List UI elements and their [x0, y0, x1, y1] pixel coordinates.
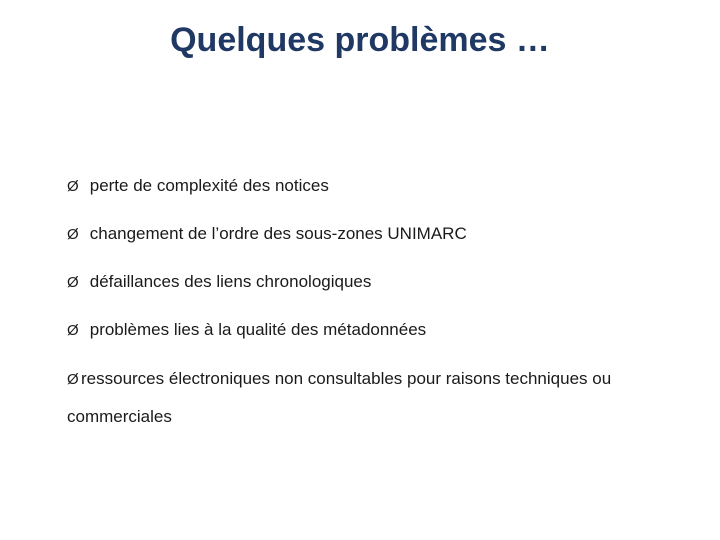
- bullet-text: défaillances des liens chronologiques: [89, 272, 372, 291]
- slide-title: Quelques problèmes …: [170, 21, 550, 59]
- bullet-item: [67, 174, 687, 199]
- bullet-item: [67, 222, 687, 247]
- arrow-bullet-icon: Ø: [67, 226, 79, 243]
- bullet-item: [67, 318, 687, 343]
- arrow-bullet-icon: Ø: [67, 178, 79, 195]
- bullet-text: changement de l’ordre des sous-zones UNIMARC: [89, 224, 467, 243]
- bullet-text: perte de complexité des notices: [89, 176, 329, 195]
- arrow-bullet-icon: Ø: [67, 322, 79, 339]
- arrow-bullet-icon: Ø: [67, 371, 79, 388]
- arrow-bullet-icon: Ø: [67, 274, 79, 291]
- bullet-item: [67, 360, 687, 435]
- bullet-text: ressources électroniques non consultables pour raisons techniques ou commerciales: [67, 369, 612, 426]
- bullet-item: [67, 270, 687, 295]
- bullet-list: [67, 174, 687, 458]
- bullet-text: problèmes lies à la qualité des métadonnées: [89, 320, 427, 339]
